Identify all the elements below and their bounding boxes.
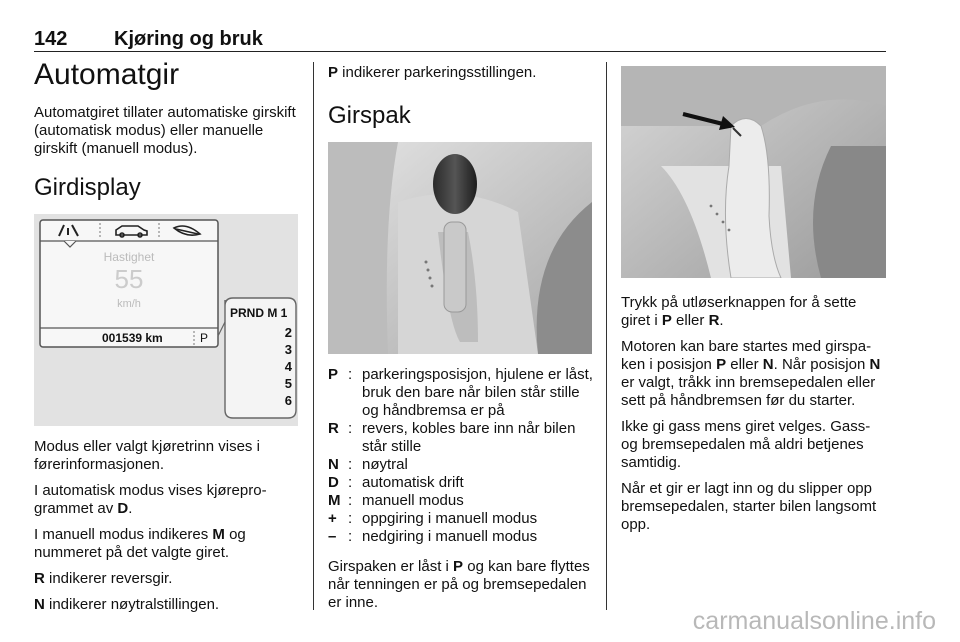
gear-strip: PRND M 1 <box>230 306 288 320</box>
gear-display-svg <box>34 214 298 426</box>
paragraph-modus: Modus eller valgt kjøretrinn vises i førerinformasjonen. <box>34 438 260 473</box>
paragraph-manual: I manuell modus indikeres M og nummeret på det valgte giret. <box>34 526 246 561</box>
paragraph-automatic: I automatisk modus vises kjøreprogrammet av D. <box>34 482 267 517</box>
subheading-girdisplay: Girdisplay <box>34 174 141 201</box>
gear-number: 5 <box>284 376 292 391</box>
release-button-svg <box>621 66 886 278</box>
column-3 <box>621 58 886 542</box>
definition-row: N : nøytral <box>328 456 408 473</box>
subheading-girspak: Girspak <box>328 102 411 129</box>
gear-number-list <box>274 324 292 409</box>
definition-row: + : oppgiring i manuell modus <box>328 510 538 527</box>
watermark: carmanualsonline.info <box>692 607 936 635</box>
paragraph-release-button: Trykk på utløserknappen for å sette giret i P eller R. <box>621 294 857 329</box>
gear-number: 3 <box>284 342 292 357</box>
odometer-readout: 001539 km <box>102 331 163 345</box>
definition-row: P : parkeringsposisjon, hjulene er låst, bruk den bare når bilen står stille og håndbremsa er på <box>328 366 593 419</box>
paragraph-reverse: R indikerer reversgir. <box>34 570 173 587</box>
paragraph-creep: Når et gir er lagt inn og du slipper opp bremsepedalen, starter bilen langsomt opp. <box>621 480 877 533</box>
column-divider-1 <box>313 62 314 610</box>
gear-display-illustration <box>34 214 298 426</box>
definition-row: D : automatisk drift <box>328 474 464 491</box>
chapter-title: Kjøring og bruk <box>114 28 263 50</box>
gear-number: 2 <box>284 325 292 340</box>
column-divider-2 <box>606 62 607 610</box>
paragraph-neutral: N indikerer nøytralstillingen. <box>34 596 220 613</box>
column-1 <box>34 58 298 622</box>
gear-lever-photo <box>328 142 592 354</box>
release-button-photo <box>621 66 886 278</box>
paragraph-engine-start: Motoren kan bare startes med girspaken i posisjon P eller N. Når posisjon N er valgt, tråkk inn bremsepedalen eller sett på håndbremsen før du starter. <box>621 338 881 409</box>
gear-number: 6 <box>284 393 292 408</box>
definition-row: R : revers, kobles bare inn når bilen står stille <box>328 420 576 455</box>
paragraph-park: P indikerer parkeringsstillingen. <box>328 64 537 81</box>
definition-row: M : manuell modus <box>328 492 464 509</box>
gear-definition-list <box>328 366 594 546</box>
definition-row: – : nedgiring i manuell modus <box>328 528 538 545</box>
speed-unit: km/h <box>117 298 141 310</box>
gear-number: 4 <box>284 359 292 374</box>
current-gear: P <box>200 331 209 345</box>
section-heading: Automatgir <box>34 58 180 91</box>
intro-paragraph: Automatgiret tillater automatiske girskift (automatisk modus) eller manuelle girskift (manuell modus). <box>34 104 296 157</box>
gear-lever-svg <box>328 142 592 354</box>
speed-value: 55 <box>114 264 144 294</box>
column-2 <box>328 58 594 620</box>
page-header <box>34 27 886 52</box>
paragraph-no-throttle: Ikke gi gass mens giret velges. Gass- og bremsepedalen må aldri betjenes samtidig. <box>621 418 871 471</box>
paragraph-lever-locked: Girspaken er låst i P og kan bare flyttes når tenningen er på og bremsepedalen er inne. <box>328 558 590 611</box>
page-number: 142 <box>34 28 68 50</box>
speed-label: Hastighet <box>103 250 155 264</box>
